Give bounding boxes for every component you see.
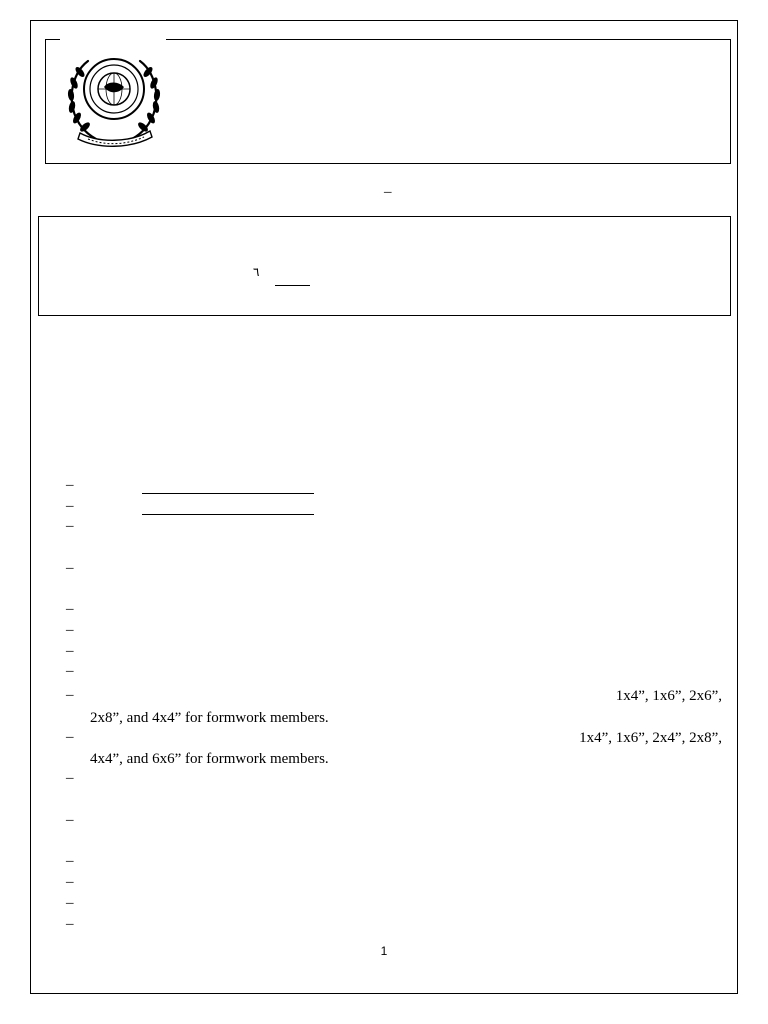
info-number: ٦: [253, 265, 260, 279]
info-box: [38, 216, 731, 316]
list-bullet: –: [66, 643, 74, 659]
page-number: 1: [380, 944, 388, 958]
list-bullet: –: [66, 895, 74, 911]
header-box-gap: [60, 37, 166, 42]
info-underline: [275, 285, 310, 286]
list-bullet: –: [66, 477, 74, 493]
header-dash: –: [384, 184, 392, 200]
list-bullet: –: [66, 518, 74, 534]
list-bullet: –: [66, 770, 74, 786]
list-bullet: –: [66, 729, 74, 745]
list-bullet: –: [66, 853, 74, 869]
list-bullet: –: [66, 601, 74, 617]
item-10-text-line1: 1x4”, 1x6”, 2x4”, 2x8”,: [579, 730, 722, 746]
list-bullet: –: [66, 874, 74, 890]
list-bullet: –: [66, 663, 74, 679]
item-9-text-line1: 1x4”, 1x6”, 2x6”,: [615, 688, 722, 704]
list-bullet: –: [66, 560, 74, 576]
list-bullet: –: [66, 687, 74, 703]
list-bullet: –: [66, 812, 74, 828]
underline-field: [142, 493, 314, 494]
underline-field: [142, 514, 314, 515]
page-frame: [30, 20, 738, 994]
arab-academy-emblem-icon: [58, 47, 170, 151]
list-bullet: –: [66, 622, 74, 638]
list-bullet: –: [66, 916, 74, 932]
item-10-text-line2: 4x4”, and 6x6” for formwork members.: [90, 751, 329, 767]
item-9-text-line2: 2x8”, and 4x4” for formwork members.: [90, 710, 329, 726]
list-bullet: –: [66, 498, 74, 514]
